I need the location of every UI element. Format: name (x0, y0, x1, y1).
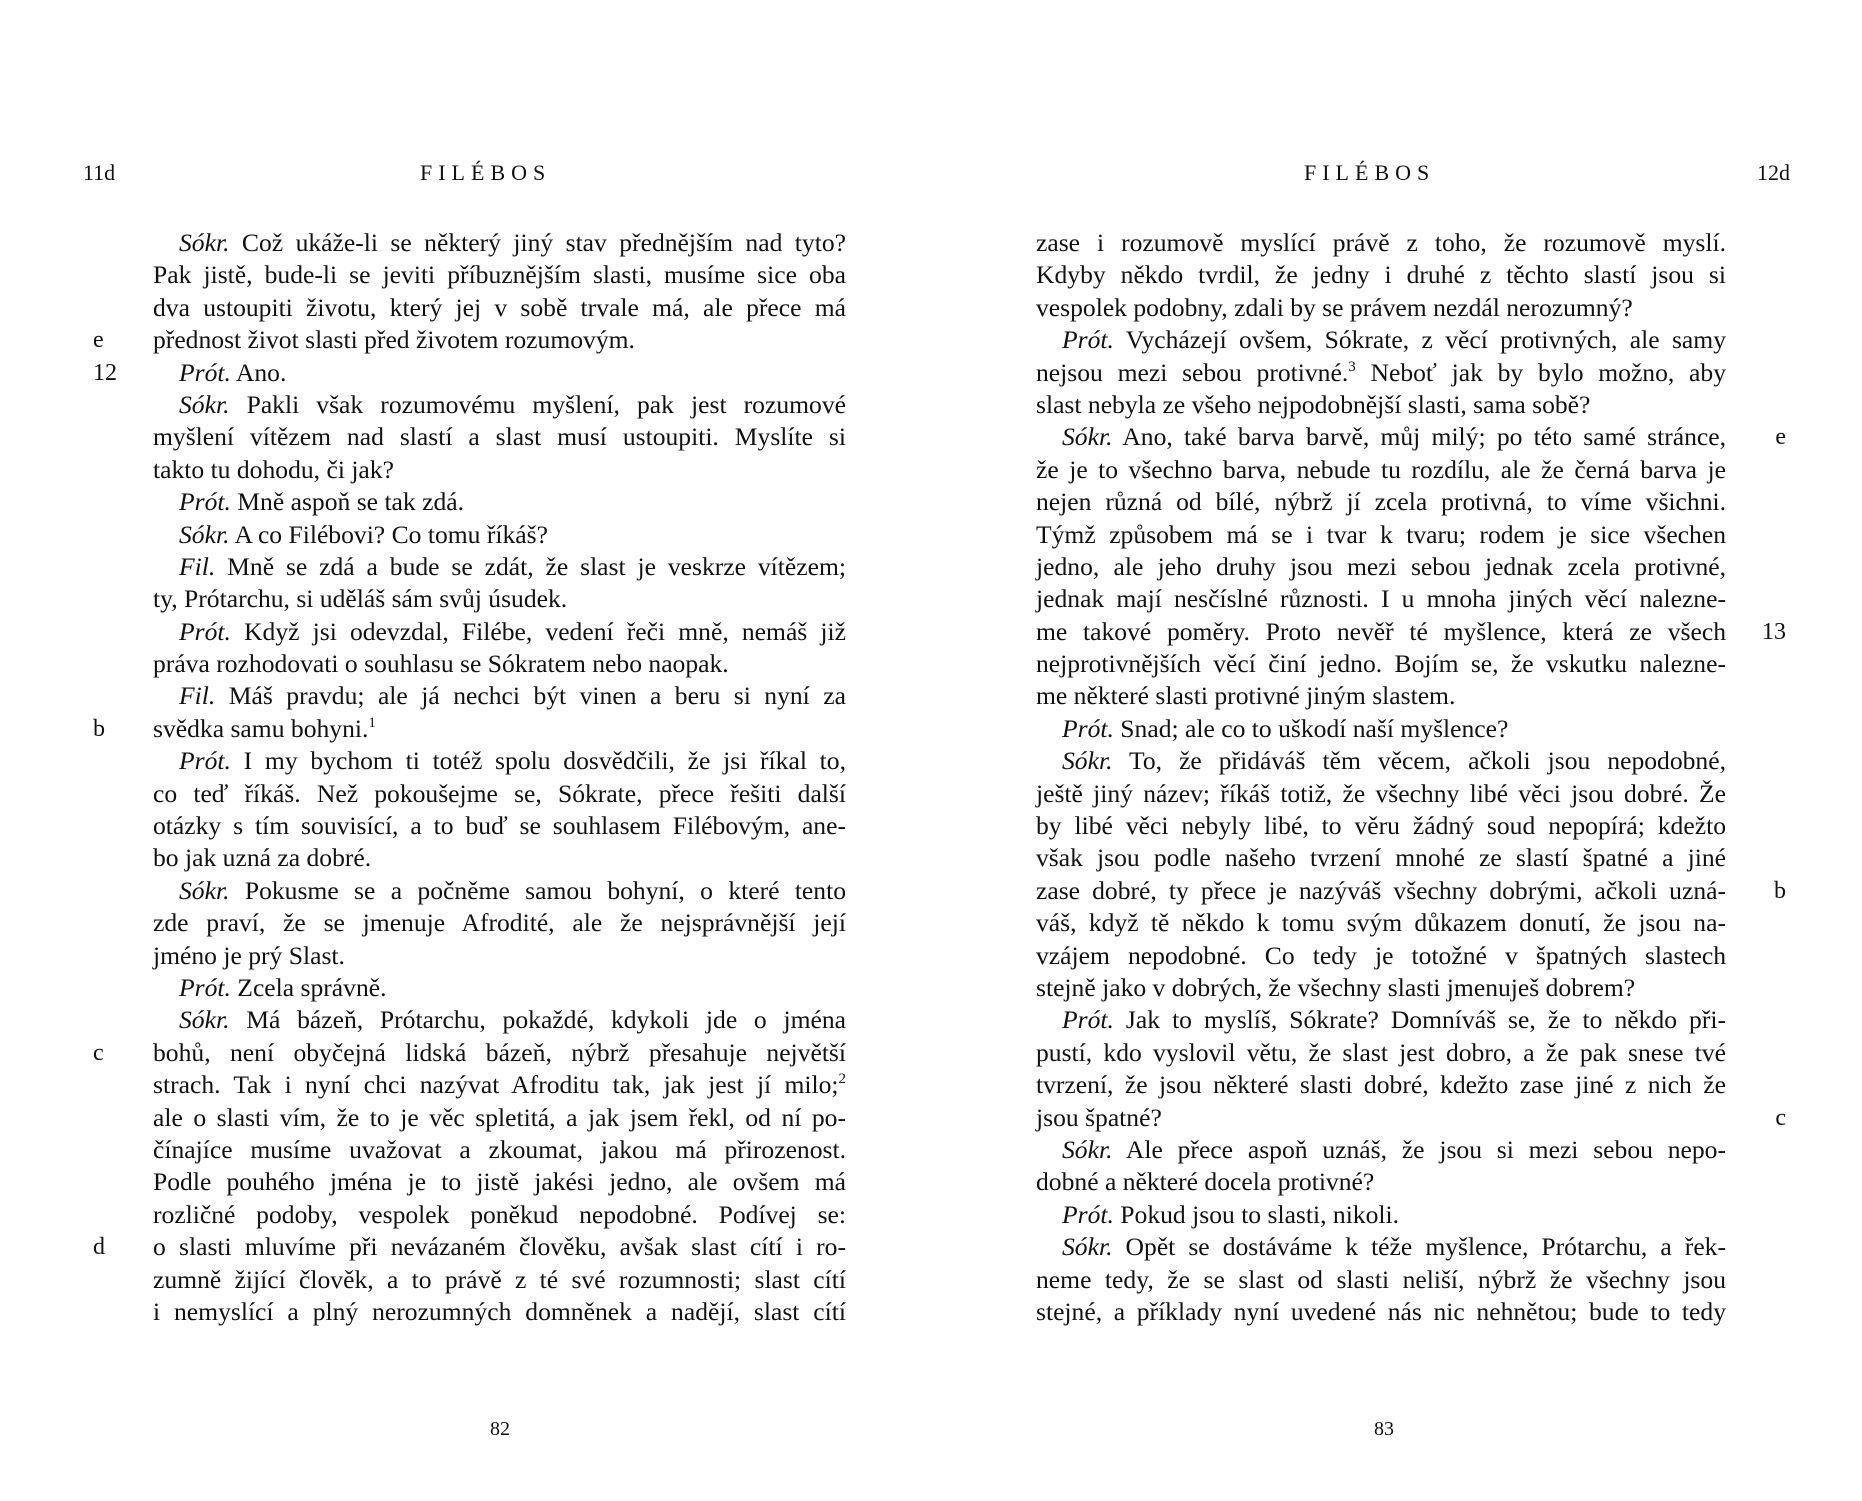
line-content (1036, 1037, 1726, 1069)
line-content (1036, 292, 1726, 324)
speaker-label: Sókr. (1062, 422, 1113, 452)
speaker-label: Prót. (1062, 713, 1114, 743)
line-content (153, 1296, 846, 1328)
text-line (1036, 486, 1726, 518)
line-content (153, 1199, 846, 1231)
text-line (1036, 292, 1726, 324)
line-text: váš, když tě někdo k tomu svým důkazem donutí, že jsou na- (1036, 908, 1726, 938)
line-text: Podle pouhého jména je to jistě jakési jedno, ale ovšem má (153, 1167, 846, 1197)
line-text: Ano. (230, 357, 287, 387)
text-line (153, 875, 846, 907)
text-line (153, 1166, 846, 1198)
line-text: myšlení vítězem nad slastí a slast musí ustoupiti. Myslíte si (153, 422, 846, 452)
speaker-label: Prót. (179, 616, 231, 646)
text-line (153, 616, 846, 648)
line-text: jednak mají nesčíslné různosti. I u mnoha jiných věcí nalezne- (1036, 584, 1726, 614)
line-text: Pokud jsou to slasti, nikoli. (1113, 1199, 1400, 1229)
line-text: by libé věci nebyly libé, to věru žádný soud nepopírá; kdežto (1036, 811, 1726, 841)
line-content (153, 357, 846, 389)
line-text: ty, Prótarchu, si uděláš sám svůj úsudek. (153, 584, 568, 614)
line-content (153, 1264, 846, 1296)
line-content (153, 1134, 846, 1166)
margin-section-marker: d (93, 1234, 105, 1261)
line-text: slast nebyla ze všeho nejpodobnější slasti, sama sobě? (1036, 389, 1591, 419)
text-line (153, 648, 846, 680)
line-content (1036, 324, 1726, 356)
text-line (1036, 227, 1726, 259)
line-text: bohů, není obyčejná lidská bázeň, nýbrž přesahuje největší (153, 1037, 846, 1067)
text-line (1036, 1296, 1726, 1328)
line-text: i nemyslící a plný nerozumných domněnek a nadějí, slast cítí (153, 1296, 846, 1326)
line-content (1036, 389, 1726, 421)
text-line (153, 259, 846, 291)
text-line (1036, 1037, 1726, 1069)
speaker-label: Sókr. (179, 875, 230, 905)
line-content (1036, 1296, 1726, 1328)
line-text: me některé slasti protivné jiným slastem. (1036, 681, 1456, 711)
line-content (1036, 907, 1726, 939)
line-content (1036, 1069, 1726, 1101)
text-line (153, 907, 846, 939)
margin-section-marker: c (1775, 1104, 1786, 1131)
line-text: nejprotivnějších věcí činí jedno. Bojím se, že vskutku nalezne- (1036, 649, 1726, 679)
speaker-label: Prót. (179, 487, 231, 517)
text-line (1036, 519, 1726, 551)
line-text: svědka samu bohyni. (153, 713, 369, 743)
line-text: zde praví, že se jmenuje Afrodité, ale že nejsprávnější její (153, 908, 846, 938)
line-content (1036, 486, 1726, 518)
text-line (1036, 357, 1726, 389)
line-text: čínajíce musíme uvažovat a zkoumat, jakou má přirozenost. (153, 1134, 846, 1164)
line-text: Vycházejí ovšem, Sókrate, z věcí protivných, ale samy (1113, 325, 1726, 355)
line-content (153, 713, 846, 745)
page-number: 82 (490, 1418, 510, 1440)
text-line (1036, 1102, 1726, 1134)
text-line (1036, 551, 1726, 583)
line-content (153, 875, 846, 907)
line-content (1036, 454, 1726, 486)
text-line (153, 778, 846, 810)
line-text: o slasti mluvíme při nevázaném člověku, avšak slast cítí i ro- (153, 1232, 846, 1262)
line-content (1036, 519, 1726, 551)
page-text (93, 227, 846, 1328)
speaker-label: Prót. (1062, 1005, 1114, 1035)
text-line (153, 357, 846, 389)
line-content (153, 551, 846, 583)
line-content (153, 292, 846, 324)
line-content (153, 389, 846, 421)
margin-section-marker: b (93, 715, 105, 742)
line-content (1036, 1231, 1726, 1263)
line-content (153, 1231, 846, 1263)
line-content (1036, 713, 1726, 745)
line-text: co teď říkáš. Než pokoušejme se, Sókrate, přece řešiti další (153, 778, 846, 808)
text-line (1036, 680, 1726, 712)
line-content (153, 1069, 846, 1101)
line-content (153, 259, 846, 291)
line-text: Což ukáže-li se některý jiný stav přednějším nad tyto? (229, 228, 846, 257)
speaker-label: Sókr. (1062, 746, 1113, 776)
line-content (153, 648, 846, 680)
page-text (1036, 227, 1786, 1328)
line-content (1036, 259, 1726, 291)
line-text: že je to všechno barva, nebude tu rozdílu, ale že černá barva je (1036, 454, 1726, 484)
line-text: nejen různá od bílé, nýbrž jí zcela protivná, to víme všichni. (1036, 487, 1726, 517)
line-content (1036, 1264, 1726, 1296)
line-text: neme tedy, že se slast od slasti neliší, nýbrž že všechny jsou (1036, 1264, 1726, 1294)
text-line (1036, 1264, 1726, 1296)
text-line (1036, 616, 1726, 648)
speaker-label: Sókr. (1062, 1232, 1113, 1262)
line-text: ještě jiný název; říkáš totiž, že všechny libé věci jsou dobré. Že (1036, 778, 1726, 808)
line-text-after-footnote: Neboť jak by bylo možno, aby (1355, 357, 1727, 387)
line-content (1036, 1134, 1726, 1166)
line-text: Mně se zdá a bude se zdát, že slast je veskrze vítězem; (215, 551, 846, 581)
text-line (1036, 972, 1726, 1004)
line-text: zase dobré, ty přece je nazýváš všechny dobrými, ačkoli uzná- (1036, 875, 1726, 905)
line-content (153, 583, 846, 615)
line-content (153, 1037, 846, 1069)
line-text: Pak jistě, bude-li se jeviti příbuznějším slasti, musíme sice oba (153, 260, 846, 290)
text-line (1036, 875, 1726, 907)
footnote-ref: 3 (1348, 358, 1356, 375)
line-content (1036, 1102, 1726, 1134)
running-title: FILÉBOS (420, 160, 552, 185)
text-line (1036, 745, 1726, 777)
line-content (153, 1102, 846, 1134)
text-line (1036, 1134, 1726, 1166)
margin-section-marker: e (1775, 424, 1786, 451)
line-content (1036, 1004, 1726, 1036)
margin-section-marker: c (93, 1039, 104, 1066)
line-content (153, 616, 846, 648)
line-content (153, 972, 846, 1004)
line-text: stejně jako v dobrých, že všechny slasti jmenuješ dobrem? (1036, 972, 1636, 1002)
footnote-ref: 1 (368, 714, 376, 731)
page-number: 83 (1374, 1418, 1394, 1440)
line-text: rozličné podoby, vespolek poněkud nepodobné. Podívej se: (153, 1199, 846, 1229)
line-content (1036, 227, 1726, 259)
line-text: Týmž způsobem má se i tvar k tvaru; rodem je sice všechen (1036, 519, 1726, 549)
line-content (153, 421, 846, 453)
text-line (1036, 1166, 1726, 1198)
line-text: I my bychom ti totéž spolu dosvědčili, že jsi říkal to, (230, 746, 846, 776)
line-content (153, 454, 846, 486)
line-text: Ano, také barva barvě, můj milý; po této samé stránce, (1112, 422, 1726, 452)
text-line (153, 389, 846, 421)
line-content (1036, 1166, 1726, 1198)
line-text: zase i rozumově myslící právě z toho, že rozumově myslí. (1036, 228, 1726, 257)
line-content (153, 842, 846, 874)
text-line (153, 551, 846, 583)
line-content (153, 1166, 846, 1198)
line-content (1036, 583, 1726, 615)
text-line (153, 1231, 846, 1263)
line-text: nejsou mezi sebou protivné. (1036, 357, 1349, 387)
line-text: otázky s tím souvisící, a to buď se souhlasem Filébovým, ane- (153, 811, 846, 841)
line-text: jméno je prý Slast. (153, 940, 345, 970)
speaker-label: Prót. (1062, 1199, 1114, 1229)
line-content (1036, 972, 1726, 1004)
line-text: strach. Tak i nyní chci nazývat Afroditu tak, jak jest jí milo; (153, 1070, 839, 1100)
line-text: me takové poměry. Proto nevěř té myšlence, která ze všech (1036, 616, 1726, 646)
line-text: zumně žijící člověk, a to právě z té své rozumnosti; slast cítí (153, 1264, 846, 1294)
line-text: Opět se dostáváme k téže myšlence, Prótarchu, a řek- (1112, 1232, 1726, 1262)
line-text: Mně aspoň se tak zdá. (230, 487, 465, 517)
right-page (931, 0, 1862, 1501)
line-text: však jsou podle našeho tvrzení mnohé ze slastí špatné a jiné (1036, 843, 1726, 873)
line-text: Když jsi odevzdal, Filébe, vedení řeči mně, nemáš již (230, 616, 846, 646)
line-content (153, 907, 846, 939)
line-text: Máš pravdu; ale já nechci být vinen a beru si nyní za (215, 681, 846, 711)
text-line (1036, 324, 1726, 356)
line-content (1036, 1199, 1726, 1231)
text-line (153, 940, 846, 972)
line-content (1036, 940, 1726, 972)
margin-section-marker: b (1774, 877, 1786, 904)
line-content (153, 486, 846, 518)
line-text: přednost život slasti před životem rozumovým. (153, 325, 635, 355)
text-line (153, 810, 846, 842)
line-text: vespolek podobny, zdali by se právem nezdál nerozumný? (1036, 292, 1633, 322)
line-content (1036, 778, 1726, 810)
text-line (1036, 1004, 1726, 1036)
speaker-label: Sókr. (179, 228, 230, 257)
line-text: jedno, ale jeho druhy jsou mezi sebou jednak zcela protivné, (1036, 551, 1726, 581)
line-text: Ale přece aspoň uznáš, že jsou si mezi sebou nepo- (1112, 1134, 1726, 1164)
text-line (1036, 907, 1726, 939)
text-line (1036, 810, 1726, 842)
speaker-label: Fil. (179, 681, 216, 711)
line-content (1036, 680, 1726, 712)
text-line (153, 1069, 846, 1101)
speaker-label: Sókr. (179, 519, 230, 549)
text-line (153, 421, 846, 453)
text-line (153, 519, 846, 551)
line-content (1036, 357, 1726, 389)
footnote-ref: 2 (838, 1071, 846, 1088)
text-line (153, 972, 846, 1004)
text-line (153, 583, 846, 615)
speaker-label: Sókr. (179, 389, 230, 419)
text-line (1036, 259, 1726, 291)
speaker-label: Prót. (179, 972, 231, 1002)
line-text: Pokusme se a počněme samou bohyní, o které tento (229, 875, 846, 905)
line-content (153, 519, 846, 551)
line-text: stejné, a příklady nyní uvedené nás nic nehnětou; bude to tedy (1036, 1296, 1726, 1326)
margin-section-marker: 13 (1762, 618, 1786, 645)
text-line (1036, 778, 1726, 810)
text-line (153, 713, 846, 745)
text-line (153, 745, 846, 777)
line-text: vzájem nepodobné. Co tedy je totožné v špatných slastech (1036, 940, 1726, 970)
line-content (1036, 875, 1726, 907)
line-content (1036, 421, 1726, 453)
line-content (153, 778, 846, 810)
line-text: práva rozhodovati o souhlasu se Sókratem nebo naopak. (153, 649, 729, 679)
line-content (1036, 745, 1726, 777)
speaker-label: Prót. (179, 357, 231, 387)
text-line (153, 227, 846, 259)
line-text: ale o slasti vím, že to je věc spletitá, a jak jsem řekl, od ní po- (153, 1102, 846, 1132)
line-text: takto tu dohodu, či jak? (153, 454, 394, 484)
speaker-label: Prót. (179, 746, 231, 776)
text-line (153, 486, 846, 518)
text-line (1036, 1199, 1726, 1231)
line-content (153, 1004, 846, 1036)
text-line (1036, 454, 1726, 486)
text-line (1036, 940, 1726, 972)
line-content (1036, 842, 1726, 874)
line-content (1036, 616, 1726, 648)
line-text: A co Filébovi? Co tomu říkáš? (229, 519, 548, 549)
text-line (1036, 713, 1726, 745)
line-text: Kdyby někdo tvrdil, že jedny i druhé z těchto slastí jsou si (1036, 260, 1726, 290)
margin-section-marker: 12 (93, 359, 117, 386)
line-content (1036, 551, 1726, 583)
line-text: Má bázeň, Prótarchu, pokaždé, kdykoli jde o jména (229, 1005, 846, 1035)
speaker-label: Sókr. (179, 1005, 230, 1035)
margin-section-marker: e (93, 327, 104, 354)
line-content (153, 680, 846, 712)
running-title: FILÉBOS (1304, 160, 1436, 185)
text-line (1036, 648, 1726, 680)
line-text: To, že přidáváš těm věcem, ačkoli jsou nepodobné, (1112, 746, 1726, 776)
line-text: dva ustoupiti životu, který jej v sobě trvale má, ale přece má (153, 292, 846, 322)
line-content (153, 810, 846, 842)
line-text: Jak to myslíš, Sókrate? Domníváš se, že to někdo při- (1113, 1005, 1726, 1035)
text-line (1036, 1231, 1726, 1263)
text-line (153, 1134, 846, 1166)
line-text: bo jak uzná za dobré. (153, 843, 372, 873)
line-content (153, 324, 846, 356)
line-content (1036, 648, 1726, 680)
speaker-label: Prót. (1062, 325, 1114, 355)
speaker-label: Fil. (179, 551, 216, 581)
line-text: dobné a některé docela protivné? (1036, 1167, 1375, 1197)
text-line (153, 454, 846, 486)
text-line (153, 1102, 846, 1134)
text-line (153, 1264, 846, 1296)
text-line (153, 842, 846, 874)
line-content (153, 940, 846, 972)
text-line (1036, 421, 1726, 453)
line-text: Snad; ale co to uškodí naší myšlence? (1113, 713, 1509, 743)
line-text: Pakli však rozumovému myšlení, pak jest rozumové (229, 389, 846, 419)
section-reference: 12d (1757, 160, 1790, 185)
line-content (1036, 810, 1726, 842)
line-text: Zcela správně. (230, 972, 387, 1002)
speaker-label: Sókr. (1062, 1134, 1113, 1164)
line-text: tvrzení, že jsou některé slasti dobré, kdežto zase jiné z nich že (1036, 1070, 1726, 1100)
line-text: pustí, kdo vyslovil větu, že slast jest dobro, a že pak snese tvé (1036, 1037, 1726, 1067)
section-reference: 11d (83, 160, 116, 185)
text-line (153, 1037, 846, 1069)
text-line (153, 1296, 846, 1328)
line-content (153, 227, 846, 259)
line-text: jsou špatné? (1036, 1102, 1162, 1132)
line-content (153, 745, 846, 777)
